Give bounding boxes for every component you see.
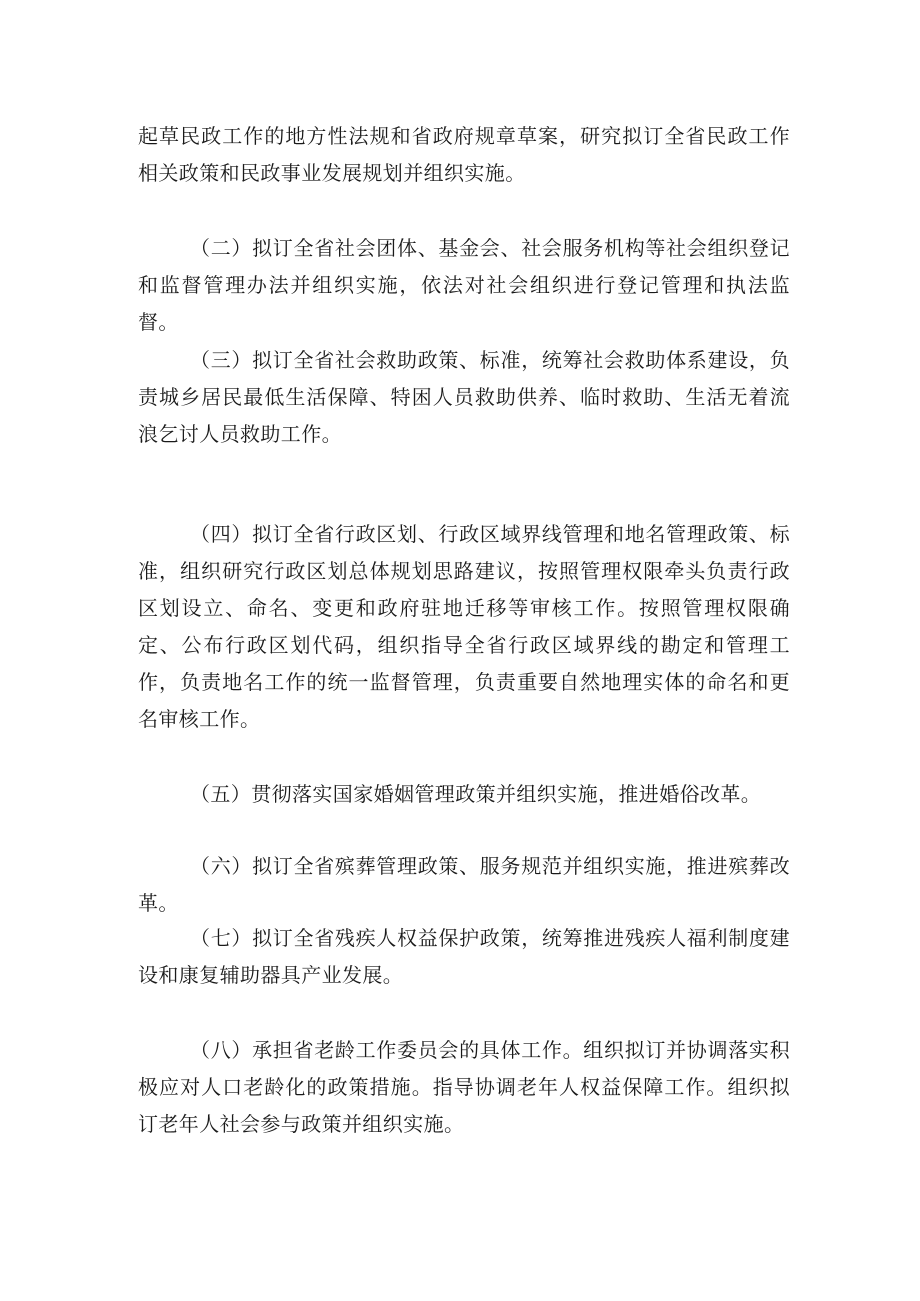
paragraph-item-6: （六）拟订全省殡葬管理政策、服务规范并组织实施，推进殡葬改革。 — [138, 854, 790, 915]
paragraph-continuation: 起草民政工作的地方性法规和省政府规章草案，研究拟订全省民政工作相关政策和民政事业发展规划并组织实施。 — [138, 124, 790, 185]
paragraph-item-2: （二）拟订全省社会团体、基金会、社会服务机构等社会组织登记和监督管理办法并组织实施，依法对社会组织进行登记管理和执法监督。 — [138, 236, 790, 334]
paragraph-item-7: （七）拟订全省残疾人权益保护政策，统筹推进残疾人福利制度建设和康复辅助器具产业发展。 — [138, 926, 790, 987]
paragraph-item-8: （八）承担省老龄工作委员会的具体工作。组织拟订并协调落实积极应对人口老龄化的政策措施。指导协调老年人权益保障工作。组织拟订老年人社会参与政策并组织实施。 — [138, 1038, 790, 1136]
paragraph-item-5: （五）贯彻落实国家婚姻管理政策并组织实施，推进婚俗改革。 — [190, 782, 762, 806]
paragraph-item-4: （四）拟订全省行政区划、行政区域界线管理和地名管理政策、标准，组织研究行政区划总体规划思路建议，按照管理权限牵头负责行政区划设立、命名、变更和政府驻地迁移等审核工作。按照管理权限确定、公布行政区划代码，组织指导全省行政区域界线的勘定和管理工作，负责地名工作的统一监督管理，负责重要自然地理实体的命名和更名审核工作。 — [138, 522, 790, 731]
paragraph-item-3: （三）拟订全省社会救助政策、标准，统筹社会救助体系建设，负责城乡居民最低生活保障、特困人员救助供养、临时救助、生活无着流浪乞讨人员救助工作。 — [138, 348, 790, 446]
